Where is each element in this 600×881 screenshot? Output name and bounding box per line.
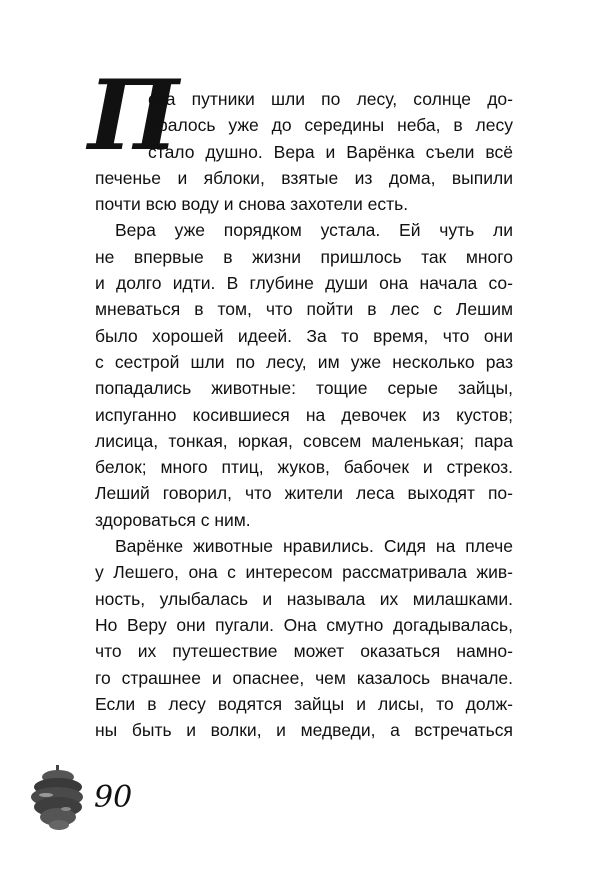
text-line: ность, улыбалась и называла их милашками.: [95, 588, 513, 609]
text-line: и долго идти. В глубине души она начала со-: [95, 273, 513, 294]
text-line: ны быть и волки, и медведи, а встречаться: [95, 720, 513, 741]
text-line: что их путешествие может оказаться намно-: [95, 641, 513, 662]
text-line: белок; много птиц, жуков, бабочек и стрекоз.: [95, 457, 513, 478]
text-line: Варёнке животные нравились. Сидя на плече: [115, 536, 513, 557]
text-line: мневаться в том, что пойти в лес с Лешим: [95, 299, 513, 320]
drop-cap: П: [88, 59, 179, 172]
text-line: Вера уже порядком устала. Ей чуть ли: [115, 220, 513, 241]
text-line: Леший говорил, что жители леса выходят по-: [95, 483, 513, 504]
pine-cone-icon: [30, 765, 86, 836]
text-line: было хорошей идеей. За то время, что они: [95, 325, 513, 346]
text-line: у Лешего, она с интересом рассматривала жив-: [95, 562, 513, 583]
body-text: [95, 86, 513, 743]
text-line: с сестрой шли по лесу, им уже несколько раз: [95, 351, 513, 372]
page-number: 90: [94, 780, 133, 815]
text-line: стало душно. Вера и Варёнка съели всё: [148, 141, 513, 162]
text-line: не впервые в жизни пришлось так много: [95, 246, 513, 267]
text-line: почти всю воду и снова захотели есть.: [95, 194, 409, 215]
text-line: испуганно косившиеся на девочек из кустов;: [95, 404, 513, 425]
text-line: попадались животные: тощие серые зайцы,: [95, 378, 513, 399]
text-line: Если в лесу водятся зайцы и лисы, то долж-: [95, 693, 513, 714]
text-line: печенье и яблоки, взятые из дома, выпили: [95, 167, 513, 188]
text-line: здороваться с ним.: [95, 509, 251, 530]
text-line: бралось уже до середины неба, в лесу: [148, 115, 513, 136]
text-line: ока путники шли по лесу, солнце до-: [148, 89, 513, 109]
text-line: го страшнее и опаснее, чем казалось вначале.: [95, 667, 513, 688]
text-line: лисица, тонкая, юркая, совсем маленькая; пара: [95, 430, 513, 451]
text-line: Но Веру они пугали. Она смутно догадывалась,: [95, 614, 513, 635]
